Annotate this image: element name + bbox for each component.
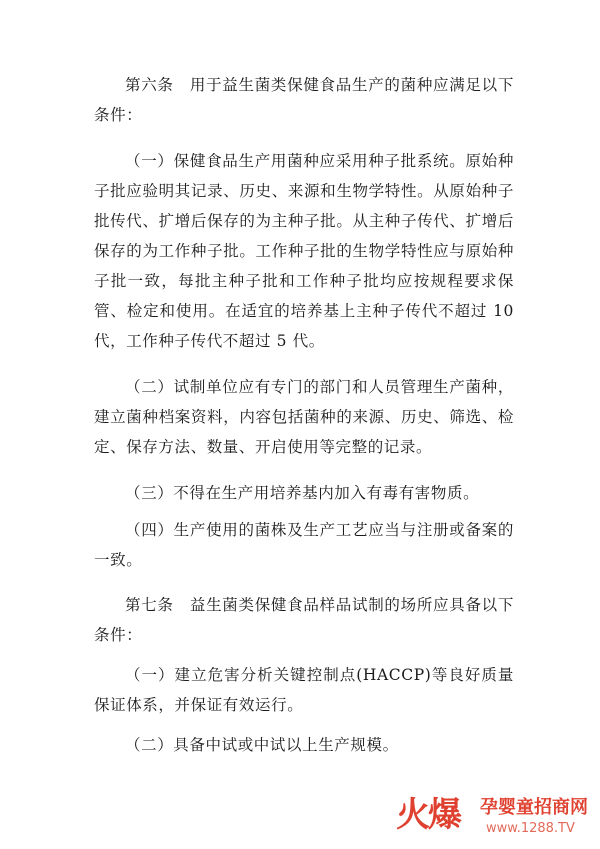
watermark-url: www.1288.TV [486, 821, 575, 836]
article-6-heading: 第六条 用于益生菌类保健食品生产的菌种应满足以下条件： [94, 76, 514, 124]
article-7-clause-1: （一）建立危害分析关键控制点(HACCP)等良好质量保证体系，并保证有效运行。 [94, 666, 514, 714]
article-7-heading: 第七条 益生菌类保健食品样品试制的场所应具备以下条件： [94, 596, 514, 644]
site-watermark [396, 793, 592, 843]
article-6-clause-4: （四）生产使用的菌株及生产工艺应当与注册或备案的一致。 [94, 521, 514, 569]
article-7-clause-2: （二）具备中试或中试以上生产规模。 [125, 736, 399, 754]
article-6-clause-1: （一）保健食品生产用菌种应采用种子批系统。原始种子批应验明其记录、历史、来源和生物学特性。从原始种子批传代、扩增后保存的为主种子批。从主种子传代、扩增后保存的为工作种子批。工作种子批的生物学特性应与原始种子批一致，每批主种子批和工作种子批均应按规程要求保管、检定和使用。在适宜的培养基上主种子传代不超过 10 代，工作种子传代不超过 5 代。 [94, 152, 514, 350]
watermark-site-title: 孕婴童招商网 [480, 797, 588, 818]
article-6-clause-3: （三）不得在生产用培养基内加入有毒有害物质。 [125, 484, 480, 502]
article-6-clause-2: （二）试制单位应有专门的部门和人员管理生产菌种，建立菌种档案资料，内容包括菌种的来源、历史、筛选、检定、保存方法、数量、开启使用等完整的记录。 [94, 378, 514, 456]
watermark-logo: 火爆 [396, 795, 460, 835]
